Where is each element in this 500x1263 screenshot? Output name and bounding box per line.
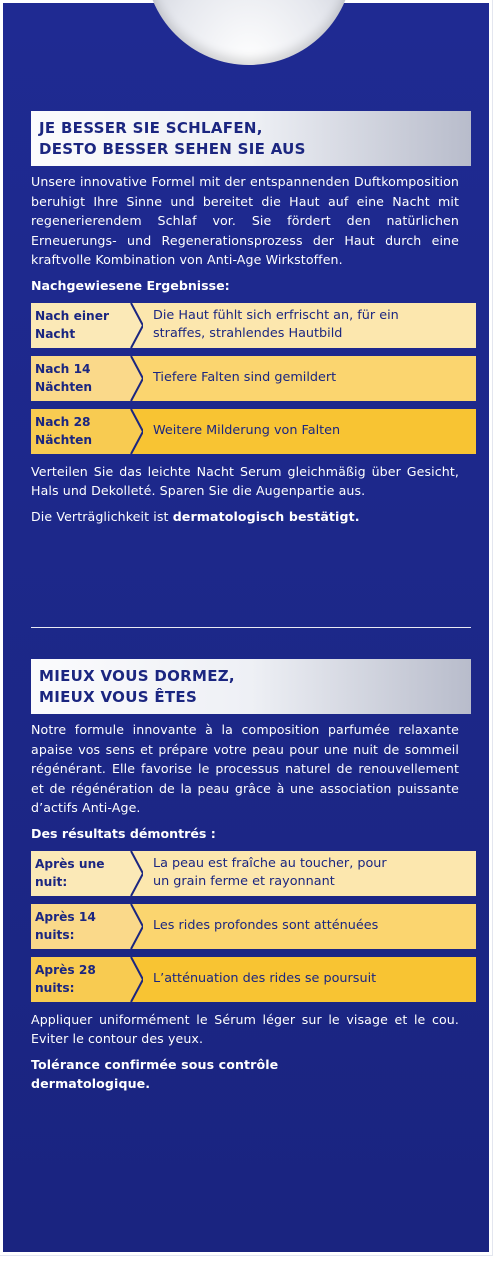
french-tolerance-line1: Tolérance confirmée sous contrôle: [31, 1056, 279, 1072]
results-row-value: [131, 851, 476, 896]
results-row: [31, 356, 476, 401]
label-line: nuit:: [35, 874, 68, 889]
results-row: [31, 957, 476, 1002]
label-line: Nächten: [35, 432, 93, 447]
german-tolerance-bold: dermatologisch bestätigt.: [172, 508, 360, 524]
chevron-arrow-icon: [123, 409, 143, 454]
results-row-label: [31, 851, 131, 896]
label-line: nuits:: [35, 980, 75, 995]
value-line: Weitere Milderung von Falten: [153, 422, 341, 438]
results-row-value: [131, 957, 476, 1002]
section-divider: [31, 627, 471, 628]
chevron-arrow-icon: [123, 851, 143, 896]
label-line: Après une: [35, 856, 105, 871]
results-row: [31, 409, 476, 454]
results-row-label: [31, 409, 131, 454]
value-line: La peau est fraîche au toucher, pour: [153, 855, 387, 871]
french-banner-line1: MIEUX VOUS DORMEZ,: [39, 667, 235, 685]
french-results-table: [31, 851, 476, 1002]
results-row-value: [131, 303, 476, 348]
value-line: un grain ferme et rayonnant: [153, 874, 335, 889]
german-tolerance: [31, 507, 459, 527]
value-line: Die Haut fühlt sich erfrischt an, für ein: [153, 307, 399, 323]
top-cutout: [145, 0, 353, 65]
german-results-heading: Nachgewiesene Ergebnisse:: [31, 277, 230, 293]
label-line: Après 14: [35, 909, 96, 924]
german-intro: Unsere innovative Formel mit der entspannenden Duftkomposition beruhigt Ihre Sinne und bereitet die Haut auf eine Nacht mit regenerierendem Schlaf vor. Sie fördert den natürlichen Erneuerungs- und Regenerationsprozess der Haut durch eine kraftvolle Kombination von Anti-Age Wirkstoffen.: [31, 174, 459, 267]
value-line: L’atténuation des rides se poursuit: [153, 970, 377, 986]
results-row: [31, 851, 476, 896]
french-tolerance-line2: dermatologique.: [31, 1076, 151, 1091]
results-row-value: [131, 409, 476, 454]
label-line: nuits:: [35, 927, 75, 942]
french-section: [3, 659, 489, 1094]
french-tolerance: [31, 1055, 459, 1094]
german-results-table: [31, 303, 476, 454]
german-usage: Verteilen Sie das leichte Nacht Serum gleichmäßig über Gesicht, Hals und Dekolleté. Sparen Sie die Augenpartie aus.: [31, 463, 459, 498]
value-line: Tiefere Falten sind gemildert: [153, 369, 337, 385]
label-line: Nach 14: [35, 361, 91, 376]
french-results-heading: Des résultats démontrés :: [31, 825, 216, 841]
german-banner: [31, 111, 471, 166]
german-tolerance-prefix: Die Verträglichkeit ist: [31, 508, 173, 524]
label-line: Nach einer: [35, 308, 109, 323]
chevron-arrow-icon: [123, 356, 143, 401]
french-usage: Appliquer uniformément le Sérum léger sur le visage et le cou. Eviter le contour des yeux.: [31, 1011, 459, 1046]
label-line: Nacht: [35, 326, 76, 341]
results-row-label: [31, 303, 131, 348]
label-line: Nach 28: [35, 414, 91, 429]
german-section: [3, 111, 489, 526]
chevron-arrow-icon: [123, 904, 143, 949]
results-row-value: [131, 904, 476, 949]
german-banner-line1: JE BESSER SIE SCHLAFEN,: [39, 119, 263, 137]
chevron-arrow-icon: [123, 957, 143, 1002]
french-banner: [31, 659, 471, 714]
chevron-arrow-icon: [123, 303, 143, 348]
results-row: [31, 904, 476, 949]
label-line: Nächten: [35, 379, 93, 394]
results-row-label: [31, 904, 131, 949]
results-row-value: [131, 356, 476, 401]
results-row-label: [31, 957, 131, 1002]
german-banner-line2: DESTO BESSER SEHEN SIE AUS: [39, 140, 306, 158]
label-line: Après 28: [35, 962, 96, 977]
value-line: straffes, strahlendes Hautbild: [153, 326, 343, 341]
results-row-label: [31, 356, 131, 401]
french-intro: Notre formule innovante à la composition parfumée relaxante apaise vos sens et prépare votre peau pour une nuit de sommeil régénérant. Elle favorise le processus naturel de renouvellement et de régénération de la peau grâce à une association puissante d’actifs Anti-Age.: [31, 722, 459, 815]
french-banner-line2: MIEUX VOUS ÊTES: [39, 688, 198, 706]
results-row: [31, 303, 476, 348]
value-line: Les rides profondes sont atténuées: [153, 917, 379, 933]
